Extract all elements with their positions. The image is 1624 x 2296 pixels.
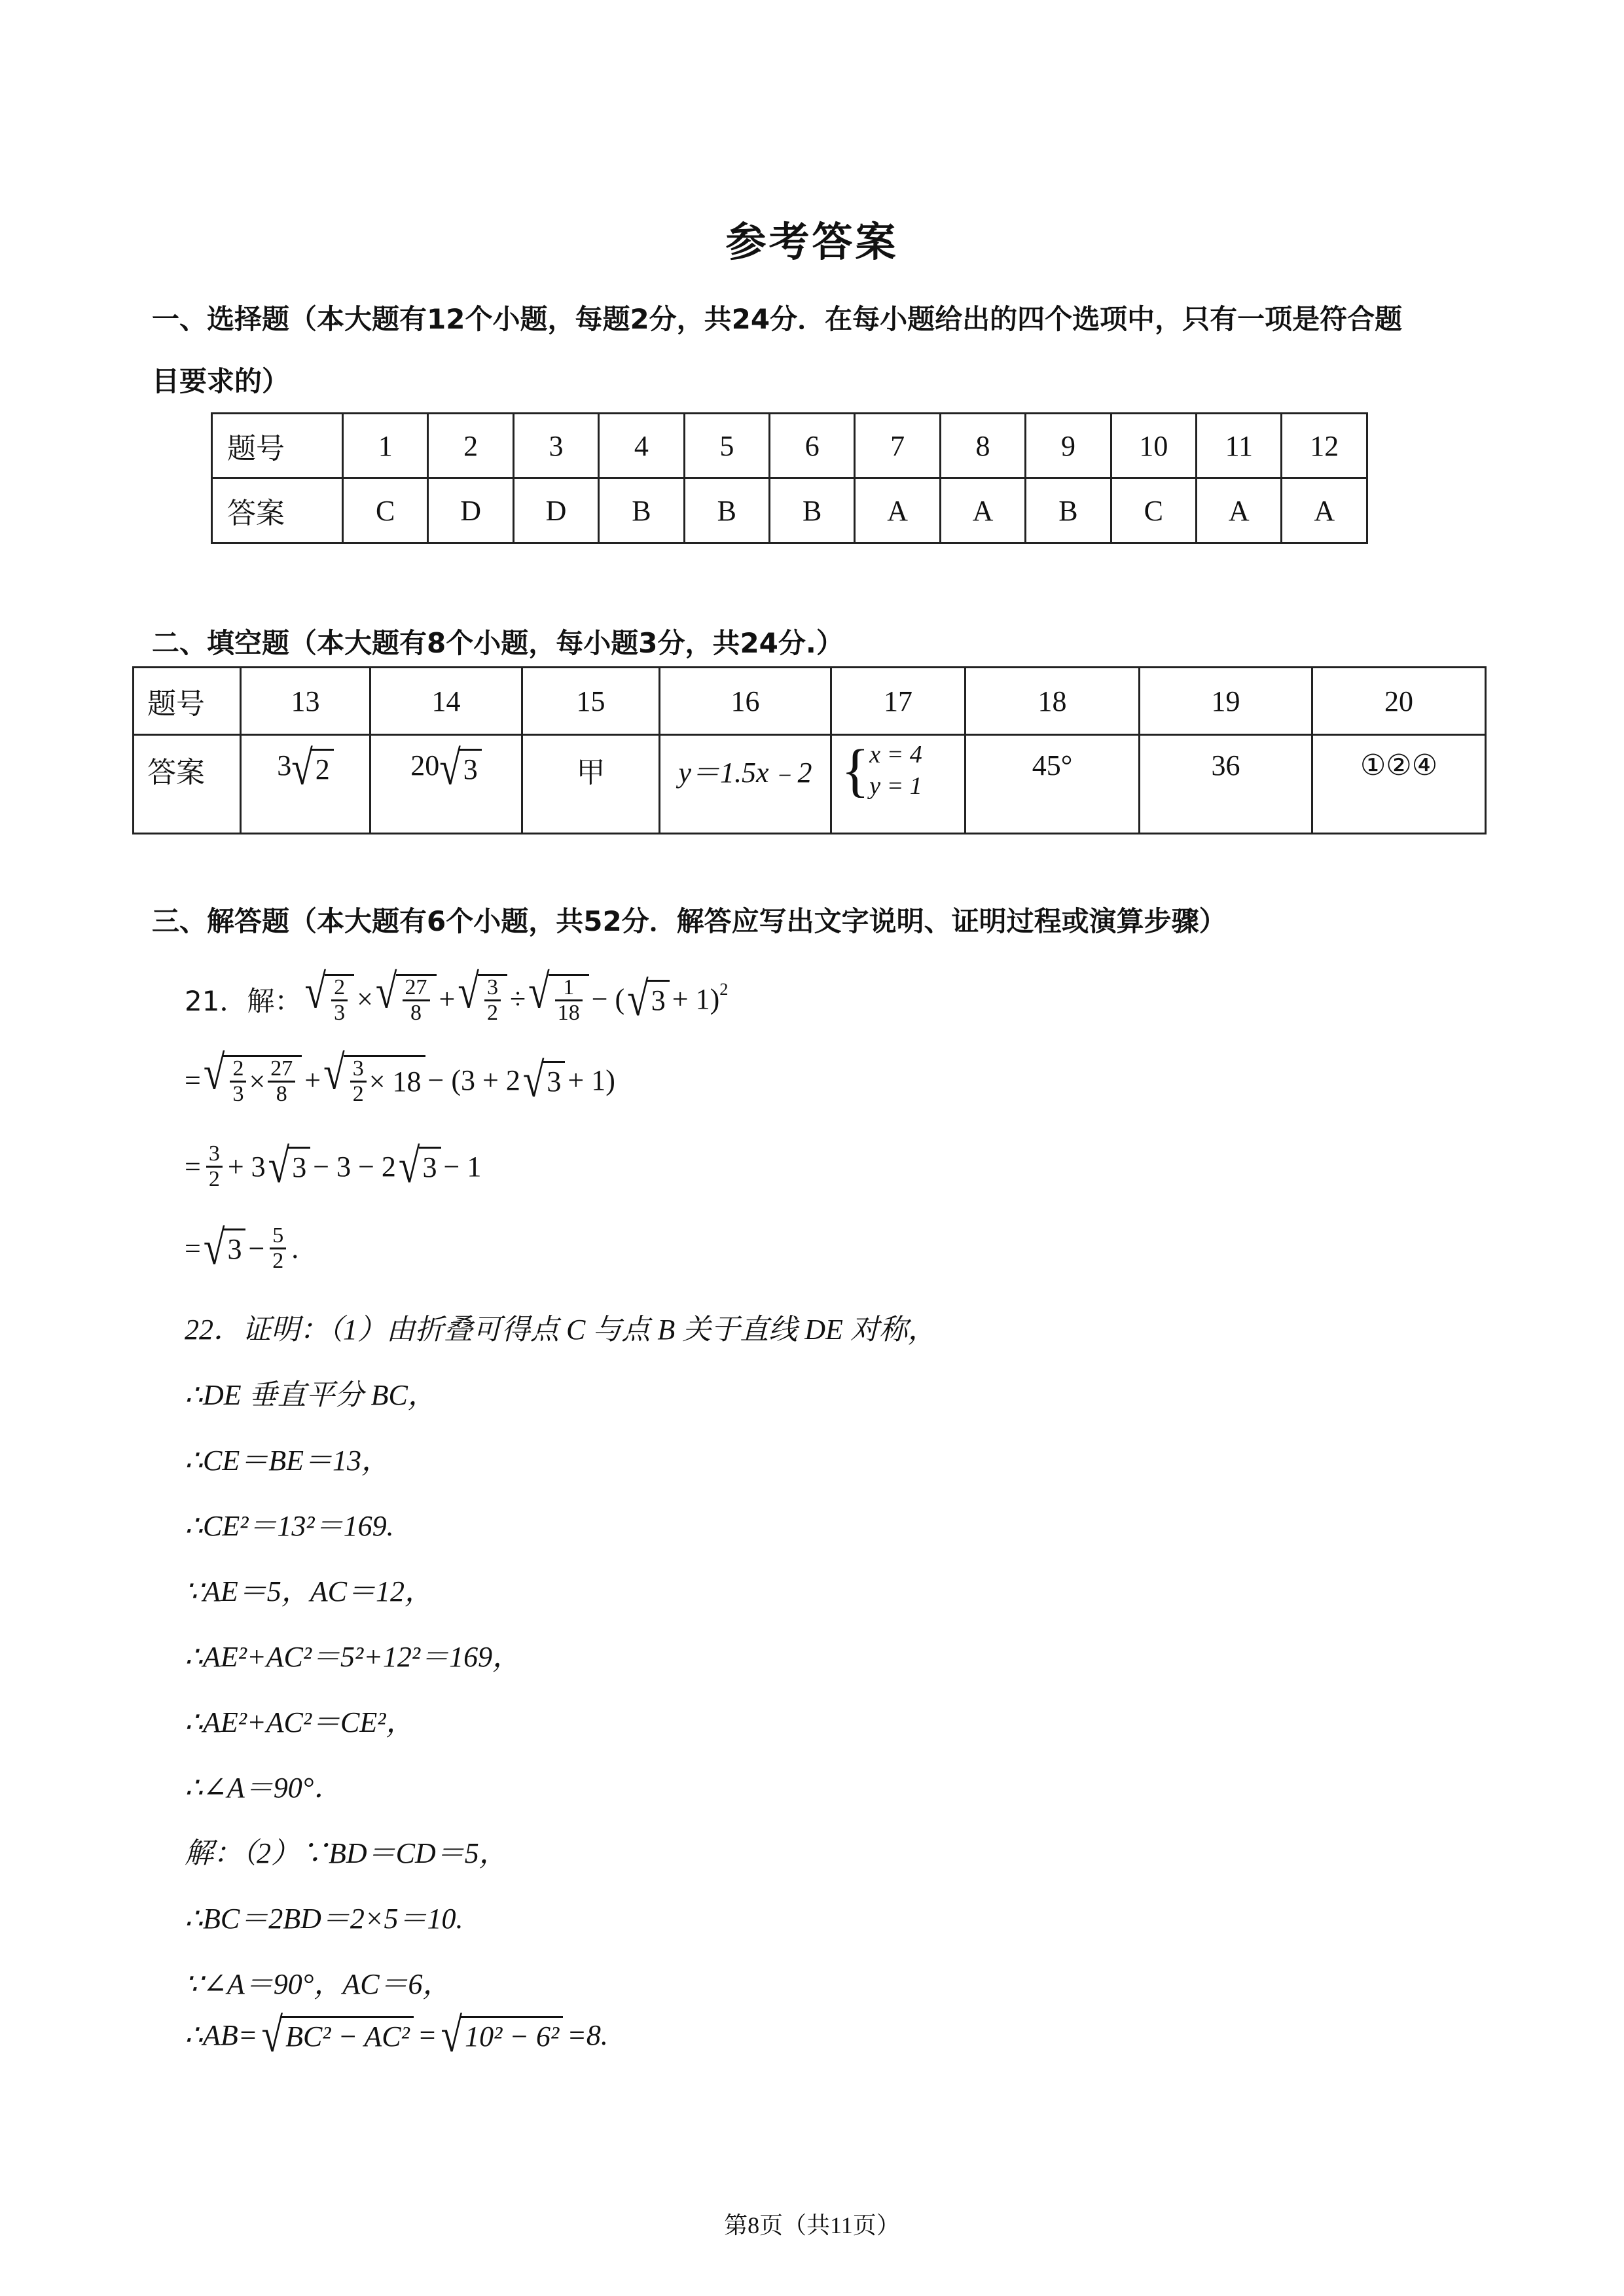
radicand: 3 — [288, 1147, 310, 1185]
answer-cell: B — [770, 478, 855, 543]
row-label-number: 题号 — [212, 414, 343, 478]
denominator: 2 — [352, 1081, 364, 1106]
q21-line-1 — [185, 964, 729, 1026]
question-number: 10 — [1111, 414, 1196, 478]
radicand: BC² − AC² — [281, 2016, 414, 2054]
expr-text: =8. — [567, 2019, 608, 2052]
row-label-answer: 答案 — [134, 735, 241, 834]
q22-line: ∴AE²+AC²＝CE²， — [185, 1706, 415, 1738]
sqrt: √ $\frac{2}{3}$ — [304, 974, 354, 1024]
numerator: 3 — [206, 1142, 223, 1168]
coef: 20 — [410, 749, 440, 781]
question-number: 14 — [370, 668, 522, 735]
expr-text: + 1) — [672, 983, 720, 1016]
answer-cell: C — [1111, 478, 1196, 543]
radicand: 10² − 6² — [461, 2016, 563, 2054]
sqrt: √ BC² − AC² — [261, 2016, 413, 2054]
answer-19: 36 — [1140, 735, 1312, 834]
question-number: 6 — [770, 414, 855, 478]
radicand: 3 — [223, 1229, 245, 1267]
q22-line: ∴∠A＝90°． — [185, 1772, 343, 1804]
equals: = — [185, 1150, 201, 1183]
sqrt: √ 3 — [627, 980, 670, 1018]
numerator: 27 — [268, 1057, 295, 1083]
question-number: 13 — [241, 668, 370, 735]
denominator: 3 — [232, 1081, 244, 1106]
question-number: 20 — [1312, 668, 1486, 735]
answer-cell: A — [1282, 478, 1367, 543]
answer-cell: A — [855, 478, 940, 543]
table-row — [212, 414, 1367, 478]
sqrt: √ 3 — [204, 1229, 246, 1267]
answer-cell: A — [1197, 478, 1282, 543]
answer-cell: D — [513, 478, 598, 543]
question-number: 17 — [831, 668, 965, 735]
radicand: 3 — [543, 1061, 565, 1100]
question-number: 2 — [428, 414, 513, 478]
operator: ÷ — [509, 983, 526, 1016]
sqrt: √ $\frac{27}{8}$ — [376, 974, 437, 1024]
q21-line-3 — [185, 1139, 482, 1193]
question-number: 4 — [599, 414, 684, 478]
radicand: 3 — [419, 1147, 441, 1185]
operator: × — [249, 1065, 266, 1098]
q22-line: 解：（2）∵BD＝CD＝5， — [185, 1837, 508, 1869]
answer-cell: A — [940, 478, 1025, 543]
section2-heading: 二、填空题（本大题有8个小题，每小题3分，共24分.） — [152, 627, 844, 659]
radicand: 3 — [647, 980, 670, 1018]
denominator: 2 — [208, 1166, 220, 1191]
radicand: 2 — [312, 749, 334, 787]
table-row — [134, 735, 1486, 834]
expr-text: − ( — [591, 983, 625, 1016]
row-label-number: 题号 — [134, 668, 241, 735]
sqrt: √ 3 — [399, 1147, 441, 1185]
operator: × 18 — [369, 1065, 422, 1098]
section1-heading-line2: 目要求的） — [152, 365, 290, 397]
sqrt: √ 2 — [291, 749, 334, 787]
question-number: 11 — [1197, 414, 1282, 478]
sqrt: √ $\frac{3}{2}$ — [458, 974, 507, 1024]
section3-heading: 三、解答题（本大题有6个小题，共52分．解答应写出文字说明、证明过程或演算步骤） — [152, 905, 1227, 937]
fill-in-answer-table — [132, 666, 1487, 834]
denominator: 3 — [334, 1000, 346, 1025]
question-number: 8 — [940, 414, 1025, 478]
expr-text: + 3 — [227, 1150, 266, 1183]
expr-text: − (3 + 2 — [427, 1064, 520, 1097]
section1-heading-line1: 一、选择题（本大题有12个小题，每题2分，共24分．在每小题给出的四个选项中，只有一项是符合题 — [152, 303, 1403, 335]
numerator: 3 — [484, 976, 501, 1001]
table-row — [212, 478, 1367, 543]
answer-cell: C — [343, 478, 428, 543]
question-number: 3 — [513, 414, 598, 478]
answer-16: y＝1.5x﹣2 — [660, 735, 831, 834]
expr-text: ∴AB= — [185, 2019, 258, 2052]
choice-answer-table — [211, 412, 1368, 544]
answer-cell: D — [428, 478, 513, 543]
numerator: 27 — [403, 976, 430, 1001]
expr-text: − 3 − 2 — [313, 1150, 396, 1183]
question-number: 15 — [522, 668, 660, 735]
numerator: 1 — [555, 976, 583, 1001]
answer-15: 甲 — [522, 735, 660, 834]
system-line-1: x = 4 — [869, 741, 922, 768]
question-number: 18 — [965, 668, 1140, 735]
q22-line: ∵AE＝5，AC＝12， — [185, 1575, 433, 1607]
question-number: 16 — [660, 668, 831, 735]
q21-prefix: 21．解： — [185, 984, 302, 1017]
sqrt: √ $\frac{1}{18}$ — [528, 974, 589, 1024]
denominator: 2 — [272, 1248, 284, 1273]
q21-line-2 — [185, 1045, 615, 1107]
answer-18: 45° — [965, 735, 1140, 834]
expr-text: − 1 — [443, 1150, 482, 1183]
equals: = — [185, 1064, 201, 1097]
page-title: 参考答案 — [725, 218, 899, 266]
question-number: 7 — [855, 414, 940, 478]
q22-line: ∴DE 垂直平分 BC， — [185, 1379, 437, 1411]
numerator: 3 — [350, 1057, 367, 1083]
expr-text: = — [417, 2019, 437, 2052]
question-number: 12 — [1282, 414, 1367, 478]
numerator: 2 — [331, 976, 348, 1001]
q21-line-4 — [185, 1221, 299, 1275]
q22-line: 22．证明：（1）由折叠可得点 C 与点 B 关于直线 DE 对称， — [185, 1314, 937, 1346]
row-label-answer: 答案 — [212, 478, 343, 543]
question-number: 9 — [1026, 414, 1111, 478]
denominator: 2 — [486, 1000, 498, 1025]
question-number: 5 — [684, 414, 769, 478]
coef: 3 — [277, 749, 292, 781]
denominator: 8 — [276, 1081, 287, 1106]
numerator: 2 — [230, 1057, 246, 1083]
equals: = — [185, 1232, 201, 1265]
operator: + — [439, 983, 456, 1016]
question-number: 1 — [343, 414, 428, 478]
answer-17 — [831, 735, 965, 834]
sqrt: √ $\frac{2}{3}$ × $\frac{27}{8}$ — [204, 1055, 302, 1105]
question-number: 19 — [1140, 668, 1312, 735]
expr-text: + 1) — [568, 1064, 615, 1097]
equation-system: { x = 4 y = 1 — [841, 738, 922, 803]
answer-13 — [241, 735, 370, 834]
operator: + — [304, 1064, 321, 1097]
radicand: 3 — [460, 749, 482, 787]
q22-last-line — [185, 2007, 608, 2062]
page-footer: 第8页（共11页） — [724, 2212, 900, 2238]
answer-cell: B — [684, 478, 769, 543]
expr-text: − — [248, 1232, 265, 1265]
system-line-2: y = 1 — [869, 772, 922, 800]
sqrt: √ 10² − 6² — [441, 2016, 564, 2054]
sqrt: √ 3 — [439, 749, 482, 787]
sqrt: √ 3 — [523, 1061, 566, 1100]
denominator: 18 — [557, 1000, 580, 1025]
q22-line: ∴CE²＝13²＝169. — [185, 1510, 394, 1542]
expr-text: . — [291, 1232, 299, 1265]
q22-line: ∵∠A＝90°，AC＝6， — [185, 1968, 452, 2000]
table-row — [134, 668, 1486, 735]
q22-line: ∴CE＝BE＝13， — [185, 1444, 390, 1477]
answer-20: ①②④ — [1312, 735, 1486, 834]
q22-line: ∴AE²+AC²＝5²+12²＝169， — [185, 1641, 522, 1673]
answer-cell: B — [599, 478, 684, 543]
sqrt: √ $\frac{3}{2}$ × 18 — [323, 1055, 425, 1105]
answer-cell: B — [1026, 478, 1111, 543]
exponent: 2 — [719, 979, 729, 999]
denominator: 8 — [410, 1000, 422, 1025]
operator: × — [357, 983, 373, 1016]
sqrt: √ 3 — [268, 1147, 311, 1185]
numerator: 5 — [270, 1224, 286, 1249]
q22-line: ∴BC＝2BD＝2×5＝10. — [185, 1903, 463, 1935]
answer-14 — [370, 735, 522, 834]
